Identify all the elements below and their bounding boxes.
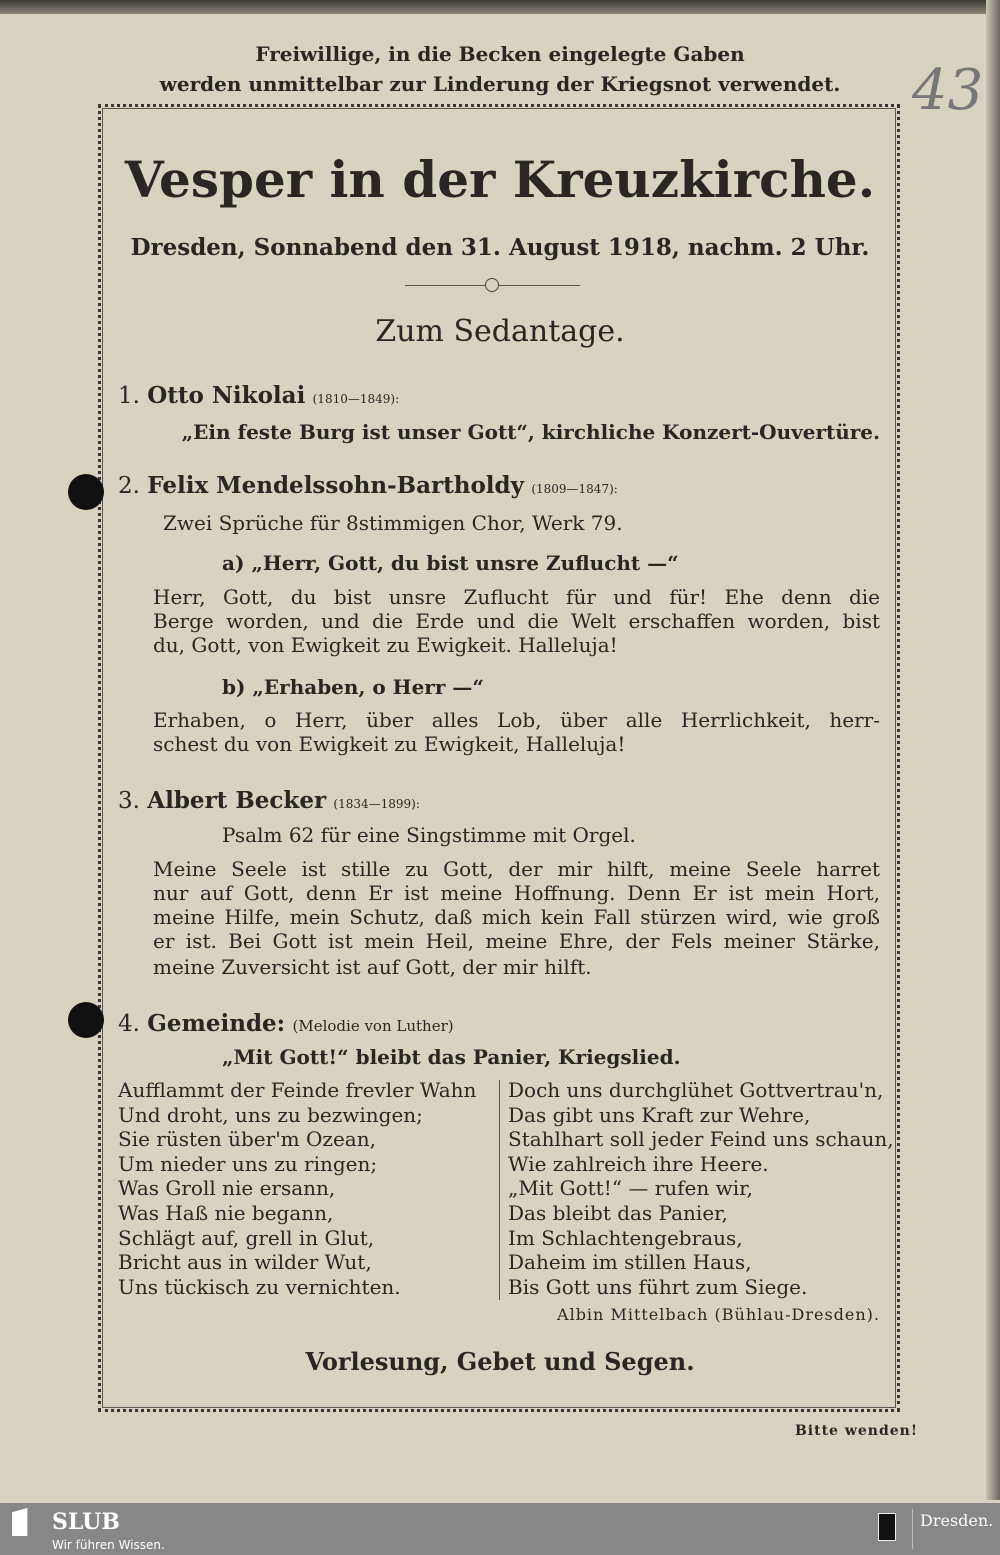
program-item-1 [118, 382, 399, 409]
poem-line: Im Schlachtengebraus, [508, 1225, 743, 1250]
text-line: meine Zuversicht ist auf Gott, der mir hilft. [153, 955, 592, 979]
footer-bar [0, 1503, 1000, 1555]
dresden-logo[interactable]: Dresden. [920, 1511, 994, 1530]
poem-line: „Mit Gott!“ — rufen wir, [508, 1176, 753, 1201]
poem-line: Wie zahlreich ihre Heere. [508, 1151, 769, 1176]
item-number: 1. [118, 383, 140, 409]
column-divider [499, 1080, 500, 1300]
poem-line: Bis Gott uns führt zum Siege. [508, 1274, 808, 1299]
poem-line: Aufflammt der Feinde frevler Wahn [118, 1078, 477, 1102]
text-line: er ist. Bei Gott ist mein Heil, meine Ehre, der Fels meiner Stärke, [153, 929, 880, 953]
footer-divider [912, 1509, 913, 1549]
item-number: 3. [118, 788, 140, 814]
poem-line: Was Haß nie begann, [118, 1200, 334, 1225]
handwritten-number: 43 [912, 58, 984, 123]
work-title: Zwei Sprüche für 8stimmigen Chor, Werk 79. [163, 511, 623, 535]
poem-line: Das gibt uns Kraft zur Wehre, [508, 1102, 811, 1127]
scan-edge [0, 0, 1000, 14]
turn-over-note: Bitte wenden! [794, 1423, 918, 1439]
poem-line: Und droht, uns zu bezwingen; [118, 1102, 423, 1127]
dresden-coat-of-arms-icon [878, 1513, 896, 1541]
poem-line: Das bleibt das Panier, [508, 1200, 728, 1225]
dates: (1809—1847): [531, 482, 618, 496]
motet-a-title: a) „Herr, Gott, du bist unsre Zuflucht —“ [222, 551, 679, 575]
poem-line: Bricht aus in wilder Wut, [118, 1250, 372, 1275]
poem-right-column [508, 1078, 894, 1299]
closing-line: Vorlesung, Gebet und Segen. [305, 1347, 695, 1376]
text-line: du, Gott, von Ewigkeit zu Ewigkeit. Halleluja! [153, 633, 618, 657]
poem-line: Schlägt auf, grell in Glut, [118, 1225, 375, 1250]
slub-book-icon [12, 1508, 34, 1536]
poem-line: Doch uns durchglühet Gottvertrau'n, [508, 1078, 884, 1102]
poem-line: Was Groll nie ersann, [118, 1176, 336, 1201]
scan-edge-right [986, 0, 1000, 1500]
slub-logo[interactable]: SLUB [52, 1509, 120, 1535]
text-line: nur auf Gott, denn Er ist meine Hoffnung. Denn Er ist mein Hort, [153, 881, 880, 905]
text-line: Herr, Gott, du bist unsre Zuflucht für und für! Ehe denn die [153, 585, 880, 609]
occasion-heading: Zum Sedantage. [375, 314, 625, 349]
poem-line: Sie rüsten über'm Ozean, [118, 1127, 376, 1152]
program-item-4 [118, 1010, 454, 1037]
work-title: „Ein feste Burg ist unser Gott“, kirchliche Konzert-Ouvertüre. [181, 420, 880, 444]
work-title: „Mit Gott!“ bleibt das Panier, Kriegslied. [222, 1045, 681, 1069]
poem-left-column [118, 1078, 476, 1299]
poem-author: Albin Mittelbach (Bühlau-Dresden). [557, 1305, 880, 1324]
poem-line: Stahlhart soll jeder Feind uns schaun, [508, 1127, 894, 1152]
item-number: 4. [118, 1011, 140, 1037]
motet-b-title: b) „Erhaben, o Herr —“ [222, 675, 484, 699]
ornament-divider [405, 285, 580, 290]
poem-line: Daheim im stillen Haus, [508, 1250, 752, 1275]
text-line: Erhaben, o Herr, über alles Lob, über alle Herrlichkeit, herr- [153, 708, 880, 732]
text-line: meine Hilfe, mein Schutz, daß mich kein Fall stürzen wird, wie groß [153, 905, 880, 929]
punch-hole [68, 474, 104, 510]
work-title: Psalm 62 für eine Singstimme mit Orgel. [222, 823, 636, 847]
header-line-1: Freiwillige, in die Becken eingelegte Gaben [255, 42, 745, 66]
item-number: 2. [118, 473, 140, 499]
program-item-2 [118, 472, 618, 499]
poem-line: Uns tückisch zu vernichten. [118, 1274, 401, 1299]
punch-hole [68, 1002, 104, 1038]
dates: (1834—1899): [333, 797, 420, 811]
slub-tagline: Wir führen Wissen. [52, 1538, 165, 1552]
composer: Gemeinde: [147, 1010, 286, 1037]
composer: Albert Becker [147, 787, 327, 814]
poem-line: Um nieder uns zu ringen; [118, 1151, 378, 1176]
page-title: Vesper in der Kreuzkirche. [124, 150, 876, 209]
composer: Otto Nikolai [147, 382, 306, 409]
subtitle: Dresden, Sonnabend den 31. August 1918, nachm. 2 Uhr. [130, 234, 870, 261]
program-item-3 [118, 787, 420, 814]
dates: (1810—1849): [312, 392, 400, 406]
text-line: schest du von Ewigkeit zu Ewigkeit, Halleluja! [153, 732, 626, 756]
text-line: Berge worden, und die Erde und die Welt erschaffen worden, bist [153, 609, 880, 633]
header-line-2: werden unmittelbar zur Linderung der Kriegsnot verwendet. [159, 72, 841, 96]
dates: (Melodie von Luther) [292, 1017, 454, 1035]
text-line: Meine Seele ist stille zu Gott, der mir hilft, meine Seele harret [153, 857, 880, 881]
composer: Felix Mendelssohn-Bartholdy [147, 472, 524, 499]
